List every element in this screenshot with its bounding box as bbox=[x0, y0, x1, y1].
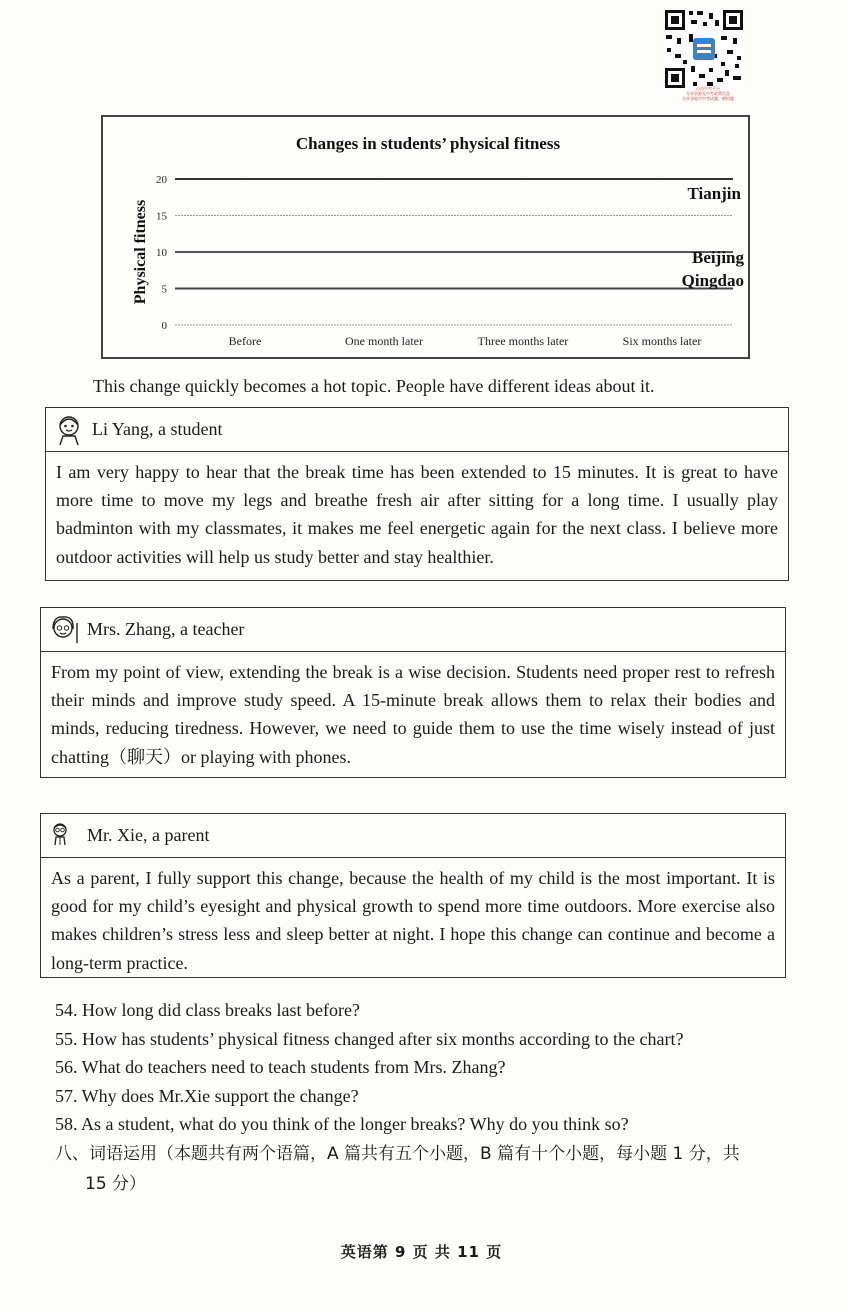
y-tick-label: 5 bbox=[161, 283, 167, 296]
fitness-chart bbox=[101, 115, 750, 359]
qr-caption: 山西中考平台 分享资源及中考政策信息 分享各地市中考试题、模拟题 bbox=[682, 86, 734, 101]
x-tick-label: One month later bbox=[345, 334, 423, 348]
data-point bbox=[522, 178, 524, 180]
data-point bbox=[383, 178, 385, 180]
chart-svg bbox=[103, 117, 752, 361]
opinion-card-parent bbox=[40, 813, 786, 978]
page-footer: 英语第 9 页 共 11 页 bbox=[340, 1243, 503, 1261]
y-tick-label: 15 bbox=[156, 210, 167, 223]
question-list bbox=[55, 996, 815, 1199]
x-tick-label: Six months later bbox=[622, 334, 702, 348]
data-point bbox=[661, 288, 663, 290]
student-avatar-icon bbox=[52, 413, 86, 447]
data-point bbox=[383, 251, 385, 253]
question-56: 56. What do teachers need to teach students from Mrs. Zhang? bbox=[55, 1057, 506, 1077]
card-text: As a parent, I fully support this change, because the health of my child is the most important. It is good for my child’s eyesight and physical growth to spend more time outdoors. More exercise also makes children’s stress less and sleep better at night. I hope this change can continue and become a long-term practice. bbox=[51, 868, 775, 973]
card-author: Li Yang, a student bbox=[92, 419, 223, 439]
data-point bbox=[522, 288, 524, 290]
section-title: 八、词语运用（本题共有两个语篇，A 篇共有五个小题，B 篇有十个小题，每小题 1 分，共 bbox=[55, 1143, 740, 1164]
y-axis-label: Physical fitness bbox=[132, 199, 149, 305]
section-title-continued: 15 分） bbox=[85, 1173, 147, 1194]
y-tick-label: 0 bbox=[161, 320, 167, 332]
data-point bbox=[383, 288, 385, 290]
card-text: I am very happy to hear that the break time has been extended to 15 minutes. It is great to have more time to move my legs and breathe fresh air after sitting for a long time. I usually play badminton with my classmates, it makes me feel energetic again for the next class. I believe more outdoor activities will help us study better and stay healthier. bbox=[56, 462, 778, 567]
data-point bbox=[244, 251, 246, 253]
y-tick-label: 10 bbox=[156, 247, 167, 259]
series-label-tianjin: Tianjin bbox=[687, 184, 741, 203]
data-point bbox=[244, 178, 246, 180]
qr-code-graphic bbox=[663, 8, 745, 90]
y-tick-label: 20 bbox=[156, 174, 167, 186]
data-point bbox=[661, 251, 663, 253]
teacher-avatar-icon bbox=[47, 613, 81, 647]
question-55: 55. How has students’ physical fitness changed after six months according to the chart? bbox=[55, 1028, 684, 1049]
series-label-beijing: Beijing bbox=[692, 248, 744, 267]
data-point bbox=[244, 288, 246, 290]
question-57: 57. Why does Mr.Xie support the change? bbox=[55, 1085, 359, 1106]
card-author: Mrs. Zhang, a teacher bbox=[87, 619, 245, 639]
card-author: Mr. Xie, a parent bbox=[87, 825, 210, 845]
data-point bbox=[522, 251, 524, 253]
opinion-card-student bbox=[45, 407, 789, 581]
chart-title: Changes in students’ physical fitness bbox=[295, 134, 561, 153]
opinion-card-teacher bbox=[40, 607, 786, 778]
card-header bbox=[41, 814, 785, 858]
qr-code bbox=[663, 8, 745, 90]
question-58: 58. As a student, what do you think of the longer breaks? Why do you think so? bbox=[55, 1114, 629, 1134]
data-point bbox=[661, 178, 663, 180]
intro-text: This change quickly becomes a hot topic. People have different ideas about it. bbox=[93, 376, 655, 396]
card-header bbox=[46, 408, 788, 452]
series-label-qingdao: Qingdao bbox=[681, 271, 744, 290]
x-tick-label: Three months later bbox=[477, 334, 569, 348]
logo-icon bbox=[693, 38, 715, 60]
parent-avatar-icon bbox=[47, 819, 81, 853]
question-54: 54. How long did class breaks last before? bbox=[55, 1000, 360, 1020]
card-header bbox=[41, 608, 785, 652]
x-tick-label: Before bbox=[228, 334, 262, 348]
card-text: From my point of view, extending the break is a wise decision. Students need proper rest to refresh their minds and improve study speed. A 15-minute break allows them to relax their bodies and minds, reducing tiredness. However, we need to guide them to use the time wisely instead of just chatting（聊天）or playing with phones. bbox=[51, 662, 775, 767]
